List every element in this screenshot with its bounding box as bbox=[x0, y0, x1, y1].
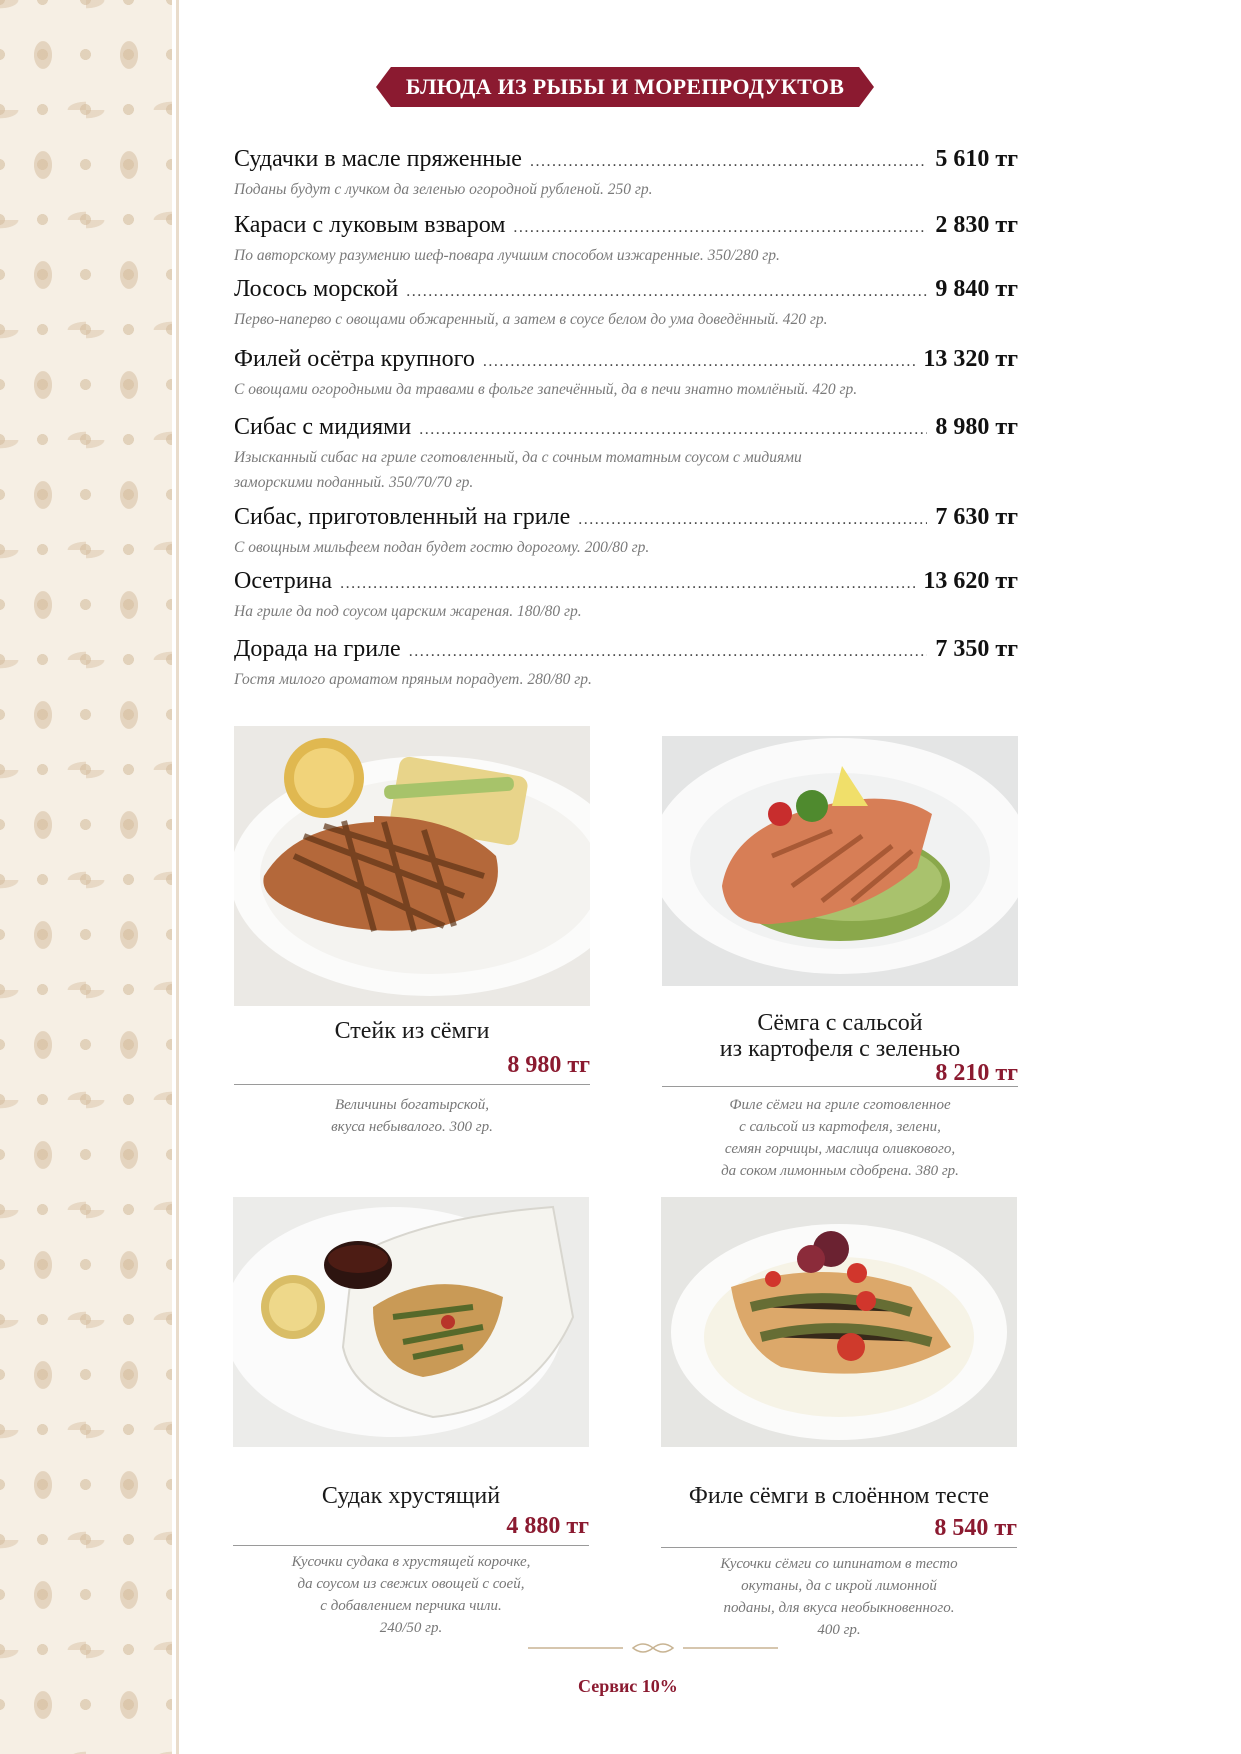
salmon-pastry-illustration bbox=[661, 1197, 1017, 1447]
menu-item bbox=[234, 636, 1018, 692]
item-name: Сибас с мидиями bbox=[234, 414, 412, 440]
dish-title: Судак хрустящий bbox=[321, 1483, 501, 1509]
service-charge-text: Сервис 10% bbox=[578, 1676, 678, 1696]
dish-description: Кусочки судака в хрустящей корочке, да соусом из свежих овощей с соей, с добавлением перчика чили. 240/50 гр. bbox=[291, 1554, 531, 1636]
item-description: Поданы будут с лучком да зеленью огородной рубленой. 250 гр. bbox=[234, 181, 653, 198]
item-description: По авторскому разумению шеф-повара лучшим способом изжаренные. 350/280 гр. bbox=[234, 247, 780, 264]
dish-price: 4 880 тг bbox=[506, 1513, 589, 1539]
menu-item bbox=[234, 212, 1018, 268]
salmon-salsa-illustration bbox=[662, 736, 1018, 986]
section-title: БЛЮДА ИЗ РЫБЫ И МОРЕПРОДУКТОВ bbox=[405, 74, 845, 99]
card-divider bbox=[234, 1084, 590, 1085]
item-name: Лосось морской bbox=[234, 276, 399, 302]
leader-dots bbox=[340, 575, 915, 593]
dish-price: 8 980 тг bbox=[507, 1052, 590, 1078]
menu-item bbox=[234, 504, 1018, 560]
salmon-steak-illustration bbox=[234, 726, 590, 1006]
item-description: С овощным мильфеем подан будет гостю дорогому. 200/80 гр. bbox=[234, 539, 650, 556]
item-name: Филей осётра крупного bbox=[234, 346, 475, 372]
item-name: Дорада на гриле bbox=[234, 636, 401, 662]
dish-description: Кусочки сёмги со шпинатом в тесто окутаны, да с икрой лимонной поданы, для вкуса необыкновенного. 400 гр. bbox=[720, 1556, 958, 1638]
dish-photo-crispy-zander bbox=[233, 1197, 589, 1447]
dish-photo-salmon-pastry bbox=[661, 1197, 1017, 1447]
item-description: Гостя милого ароматом пряным порадует. 280/80 гр. bbox=[234, 671, 592, 688]
section-banner bbox=[376, 67, 874, 107]
dish-description: Филе сёмги на гриле сготовленное с сальсой из картофеля, зелени, семян горчицы, маслица оливкового, да соком лимонным сдобрена. 380 гр. bbox=[721, 1097, 959, 1179]
menu-item bbox=[234, 346, 1018, 402]
menu-item bbox=[234, 146, 1018, 202]
footer-ornament bbox=[528, 1640, 778, 1656]
item-price: 5 610 тг bbox=[935, 146, 1018, 172]
dish-title: Сёмга с сальсой из картофеля с зеленью bbox=[719, 1010, 961, 1062]
item-name: Осетрина bbox=[234, 568, 333, 594]
side-divider bbox=[176, 0, 179, 1754]
item-price: 2 830 тг bbox=[935, 212, 1018, 238]
dish-price: 8 210 тг bbox=[935, 1060, 1018, 1086]
card-divider bbox=[661, 1547, 1017, 1548]
item-price: 8 980 тг bbox=[935, 414, 1018, 440]
menu-item bbox=[234, 568, 1018, 624]
item-description: С овощами огородными да травами в фольге запечённый, да в печи знатно томлёный. 420 гр. bbox=[234, 381, 858, 398]
item-name: Караси с луковым взваром bbox=[234, 212, 506, 238]
leader-dots bbox=[530, 153, 927, 171]
leader-dots bbox=[483, 353, 915, 371]
item-price: 13 320 тг bbox=[923, 346, 1018, 372]
dish-photo-salmon-steak bbox=[234, 726, 590, 1006]
card-divider bbox=[662, 1086, 1018, 1087]
item-price: 7 350 тг bbox=[935, 636, 1018, 662]
menu-item bbox=[234, 276, 1018, 332]
dish-title: Стейк из сёмги bbox=[334, 1018, 490, 1044]
leader-dots bbox=[513, 219, 927, 237]
dish-photo-salmon-salsa bbox=[662, 736, 1018, 986]
dish-title: Филе сёмги в слоённом тесте bbox=[688, 1483, 990, 1509]
leader-dots bbox=[578, 511, 927, 529]
item-name: Сибас, приготовленный на гриле bbox=[234, 504, 571, 530]
item-price: 13 620 тг bbox=[923, 568, 1018, 594]
damask-side-strip bbox=[0, 0, 172, 1754]
leader-dots bbox=[419, 421, 927, 439]
leader-dots bbox=[406, 283, 927, 301]
item-price: 9 840 тг bbox=[935, 276, 1018, 302]
item-description: Перво-наперво с овощами обжаренный, а затем в соусе белом до ума доведённый. 420 гр. bbox=[234, 311, 828, 328]
menu-item bbox=[234, 414, 1018, 495]
leader-dots bbox=[409, 643, 928, 661]
item-description: Изысканный сибас на гриле сготовленный, да с сочным томатным соусом с мидиями заморскими поданный. 350/70/70 гр. bbox=[234, 449, 802, 491]
item-description: На гриле да под соусом царским жареная. 180/80 гр. bbox=[234, 603, 582, 620]
dish-description: Величины богатырской, вкуса небывалого. 300 гр. bbox=[331, 1097, 493, 1135]
dish-price: 8 540 тг bbox=[934, 1515, 1017, 1541]
item-price: 7 630 тг bbox=[935, 504, 1018, 530]
card-divider bbox=[233, 1545, 589, 1546]
item-name: Судачки в масле пряженные bbox=[234, 146, 522, 172]
crispy-zander-illustration bbox=[233, 1197, 589, 1447]
